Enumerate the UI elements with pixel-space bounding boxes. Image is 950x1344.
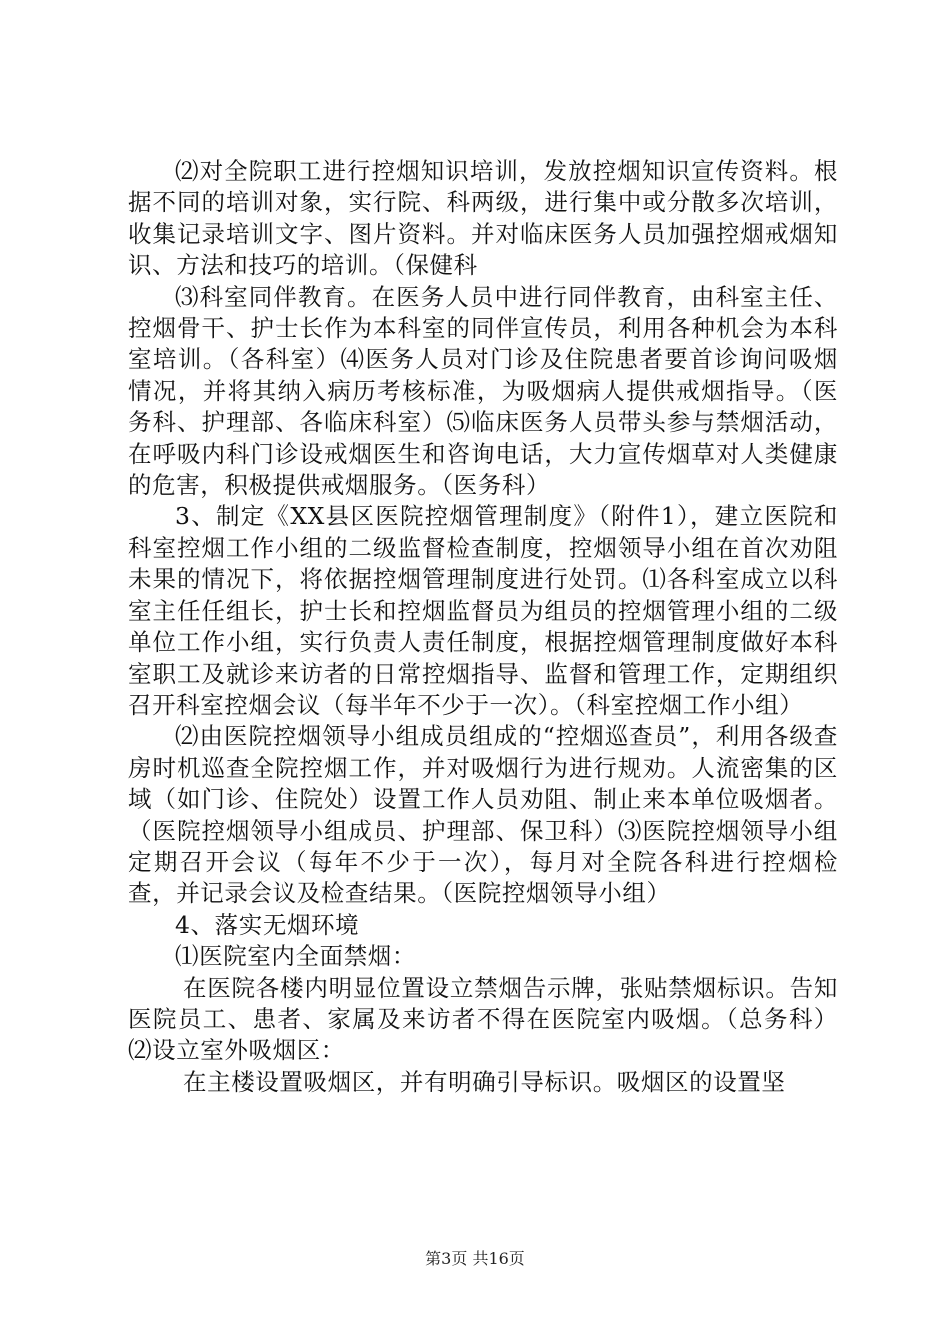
paragraph-indoor-ban: 在医院各楼内明显位置设立禁烟告示牌，张贴禁烟标识。告知医院员工、患者、家属及来访者不得在医院室内吸烟。（总务科）⑵设立室外吸烟区：	[128, 973, 838, 1065]
page-number-footer: 第3页 共16页	[425, 1249, 525, 1268]
paragraph-training: ⑵对全院职工进行控烟知识培训，发放控烟知识宣传资料。根据不同的培训对象，实行院、科两级，进行集中或分散多次培训，收集记录培训文字、图片资料。并对临床医务人员加强控烟戒烟知识、方法和技巧的培训。（保健科	[128, 157, 838, 280]
paragraph-smoking-area: 在主楼设置吸烟区，并有明确引导标识。吸烟区的设置坚	[183, 1067, 786, 1096]
paragraph-heading-smokefree: 4、落实无烟环境	[175, 910, 360, 939]
paragraph-peer-education: ⑶科室同伴教育。在医务人员中进行同伴教育，由科室主任、控烟骨干、护士长作为本科室的同伴宣传员，利用各种机会为本科室培训。（各科室）⑷医务人员对门诊及住院患者要首诊询问吸烟情况，并将其纳入病历考核标准，为吸烟病人提供戒烟指导。（医务科、护理部、各临床科室）⑸临床医务人员带头参与禁烟活动，在呼吸内科门诊设戒烟医生和咨询电话，大力宣传烟草对人类健康的危害，积极提供戒烟服务。（医务科）	[128, 282, 838, 500]
paragraph-management-system: 3、制定《XX县区医院控烟管理制度》（附件1），建立医院和科室控烟工作小组的二级监督检查制度，控烟领导小组在首次劝阻未果的情况下，将依据控烟管理制度进行处罚。⑴各科室成立以科室主任任组长，护士长和控烟监督员为组员的控烟管理小组的二级单位工作小组，实行负责人责任制度，根据控烟管理制度做好本科室职工及就诊来访者的日常控烟指导、监督和管理工作，定期组织召开科室控烟会议（每半年不少于一次）。（科室控烟工作小组）	[128, 502, 838, 719]
document-body	[128, 156, 838, 1098]
paragraph-indoor-ban-heading: ⑴医院室内全面禁烟：	[175, 942, 416, 971]
paragraph-inspectors: ⑵由医院控烟领导小组成员组成的“控烟巡查员”，利用各级查房时机巡查全院控烟工作，并对吸烟行为进行规劝。人流密集的区域（如门诊、住院处）设置工作人员劝阻、制止来本单位吸烟者。（医院控烟领导小组成员、护理部、保卫科）⑶医院控烟领导小组定期召开会议（每年不少于一次），每月对全院各科进行控烟检查，并记录会议及检查结果。（医院控烟领导小组）	[128, 722, 838, 908]
